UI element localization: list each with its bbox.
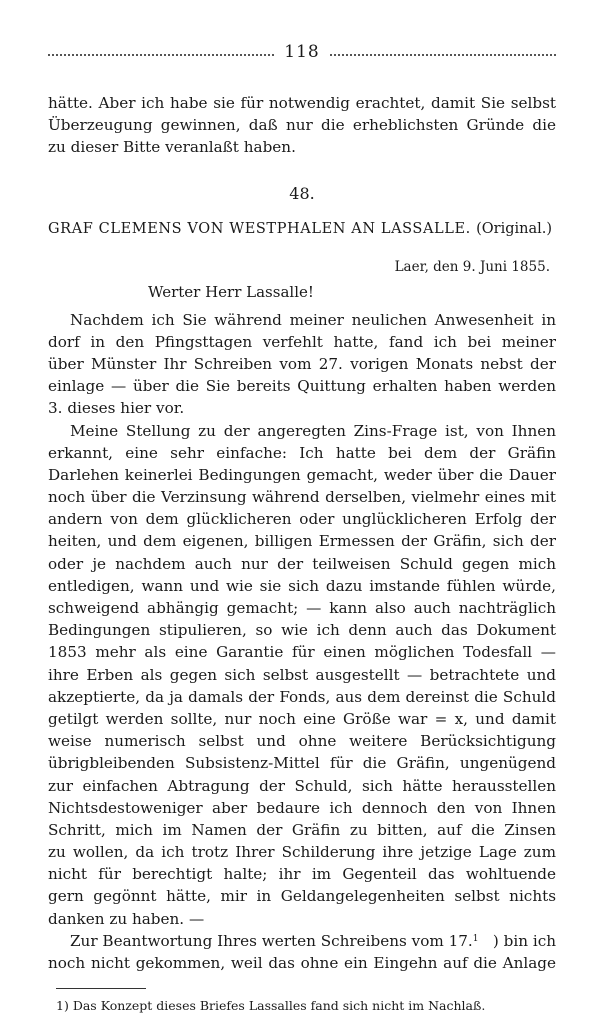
text-line: zu dieser Bitte veranlaßt haben. (48, 138, 296, 157)
text-line-segment: Zur Beantwortung Ihres werten Schreibens vom 17. (70, 931, 473, 950)
text-line: Darlehen keinerlei Bedingungen gemacht, weder über die Dauer (48, 465, 556, 484)
text-line: noch nicht gekommen, weil das ohne ein Eingehn auf die Anlage (48, 954, 556, 972)
footnote-rule (56, 988, 146, 989)
text-line: andern von dem glücklicheren oder unglücklicheren Erfolg der (48, 510, 556, 529)
text-line: Überzeugung gewinnen, daß nur die erheblichsten Gründe die (48, 116, 556, 135)
text-line: akzeptierte, da ja damals der Fonds, aus dem dereinst die Schuld (48, 687, 556, 706)
footnote (48, 997, 556, 1015)
text-line: Nachdem ich Sie während meiner neulichen Anwesenheit in (70, 310, 556, 329)
text-line: noch über die Verzinsung während derselben, vielmehr eines mit (48, 488, 556, 507)
header-rule-right (330, 54, 556, 56)
letter-place-date: Laer, den 9. Juni 1855. (394, 258, 550, 275)
page-header (48, 40, 556, 64)
text-line: oder je nachdem auch nur der teilweisen Schuld gegen mich (48, 554, 556, 573)
previous-letter-ending (48, 92, 556, 159)
header-rule-left (48, 54, 274, 56)
text-line: schweigend abhängig gemacht; — kann also auch nachträglich (48, 599, 556, 617)
letter-number: 48. (289, 183, 315, 203)
text-line: Schritt, mich im Namen der Gräfin zu bitten, auf die Zinsen (48, 820, 556, 839)
text-line: ihre Erben als gegen sich selbst ausgestellt — betrachtete und (48, 665, 556, 684)
text-line: 3. dieses hier vor. (48, 399, 185, 418)
text-line: entledigen, wann und wie sie sich dazu imstande fühlen würde, (48, 576, 556, 595)
letter-title (48, 218, 556, 240)
text-line: einlage — über die Sie bereits Quittung erhalten haben werden (48, 377, 556, 396)
text-line: heiten, und dem eigenen, billigen Ermessen der Gräfin, sich der (48, 532, 556, 551)
text-line: übrigbleibenden Subsistenz-Mittel für die Gräfin, ungenügend (48, 754, 556, 773)
text-line: danken zu haben. — (48, 909, 205, 928)
letter-salutation: Werter Herr Lassalle! (148, 282, 314, 301)
text-line: zur einfachen Abtragung der Schuld, sich hätte herausstellen (48, 776, 556, 795)
text-line: dorf in den Pfingsttagen verfehlt hatte, fand ich bei meiner (48, 332, 556, 351)
footnote-marker: 1) (56, 998, 69, 1014)
text-line: über Münster Ihr Schreiben vom 27. vorigen Monats nebst der (48, 354, 556, 373)
text-line: nicht für berechtigt halte; ihr im Gegenteil das wohltuende (48, 865, 556, 884)
text-line: Nichtsdestoweniger aber bedaure ich dennoch den von Ihnen (48, 798, 556, 817)
footnote-text: Das Konzept dieses Briefes Lassalles fand sich nicht im Nachlaß. (72, 998, 486, 1014)
letter-body (48, 309, 556, 975)
text-line: getilgt werden sollte, nur noch eine Größe war = x, und damit (48, 709, 556, 728)
text-line: erkannt, eine sehr einfache: Ich hatte bei dem der Gräfin (48, 443, 556, 462)
text-line-start (70, 930, 478, 952)
text-line-segment: ) bin ich (492, 931, 556, 950)
footnote-reference: 1 (472, 933, 479, 944)
text-line: Bedingungen stipulieren, so wie ich denn auch das Dokument (48, 621, 556, 640)
book-page (48, 40, 556, 1015)
text-line: 1853 mehr als eine Garantie für einen möglichen Todesfall — (48, 643, 556, 662)
text-line-with-footnote (48, 930, 556, 952)
letter-title-text: GRAF CLEMENS VON WESTPHALEN AN LASSALLE. (48, 220, 471, 237)
page-number: 118 (284, 42, 320, 62)
text-line: Meine Stellung zu der angeregten Zins-Frage ist, von Ihnen (70, 421, 556, 440)
text-line: weise numerisch selbst und ohne weitere Berücksichtigung (48, 732, 556, 751)
letter-title-note: (Original.) (476, 220, 553, 237)
text-line: hätte. Aber ich habe sie für notwendig erachtet, damit Sie selbst (48, 94, 556, 112)
text-line: zu wollen, da ich trotz Ihrer Schilderung ihre jetzige Lage zum (48, 843, 556, 862)
text-line: gern gegönnt hätte, mir in Geldangelegenheiten selbst nichts (48, 887, 556, 906)
